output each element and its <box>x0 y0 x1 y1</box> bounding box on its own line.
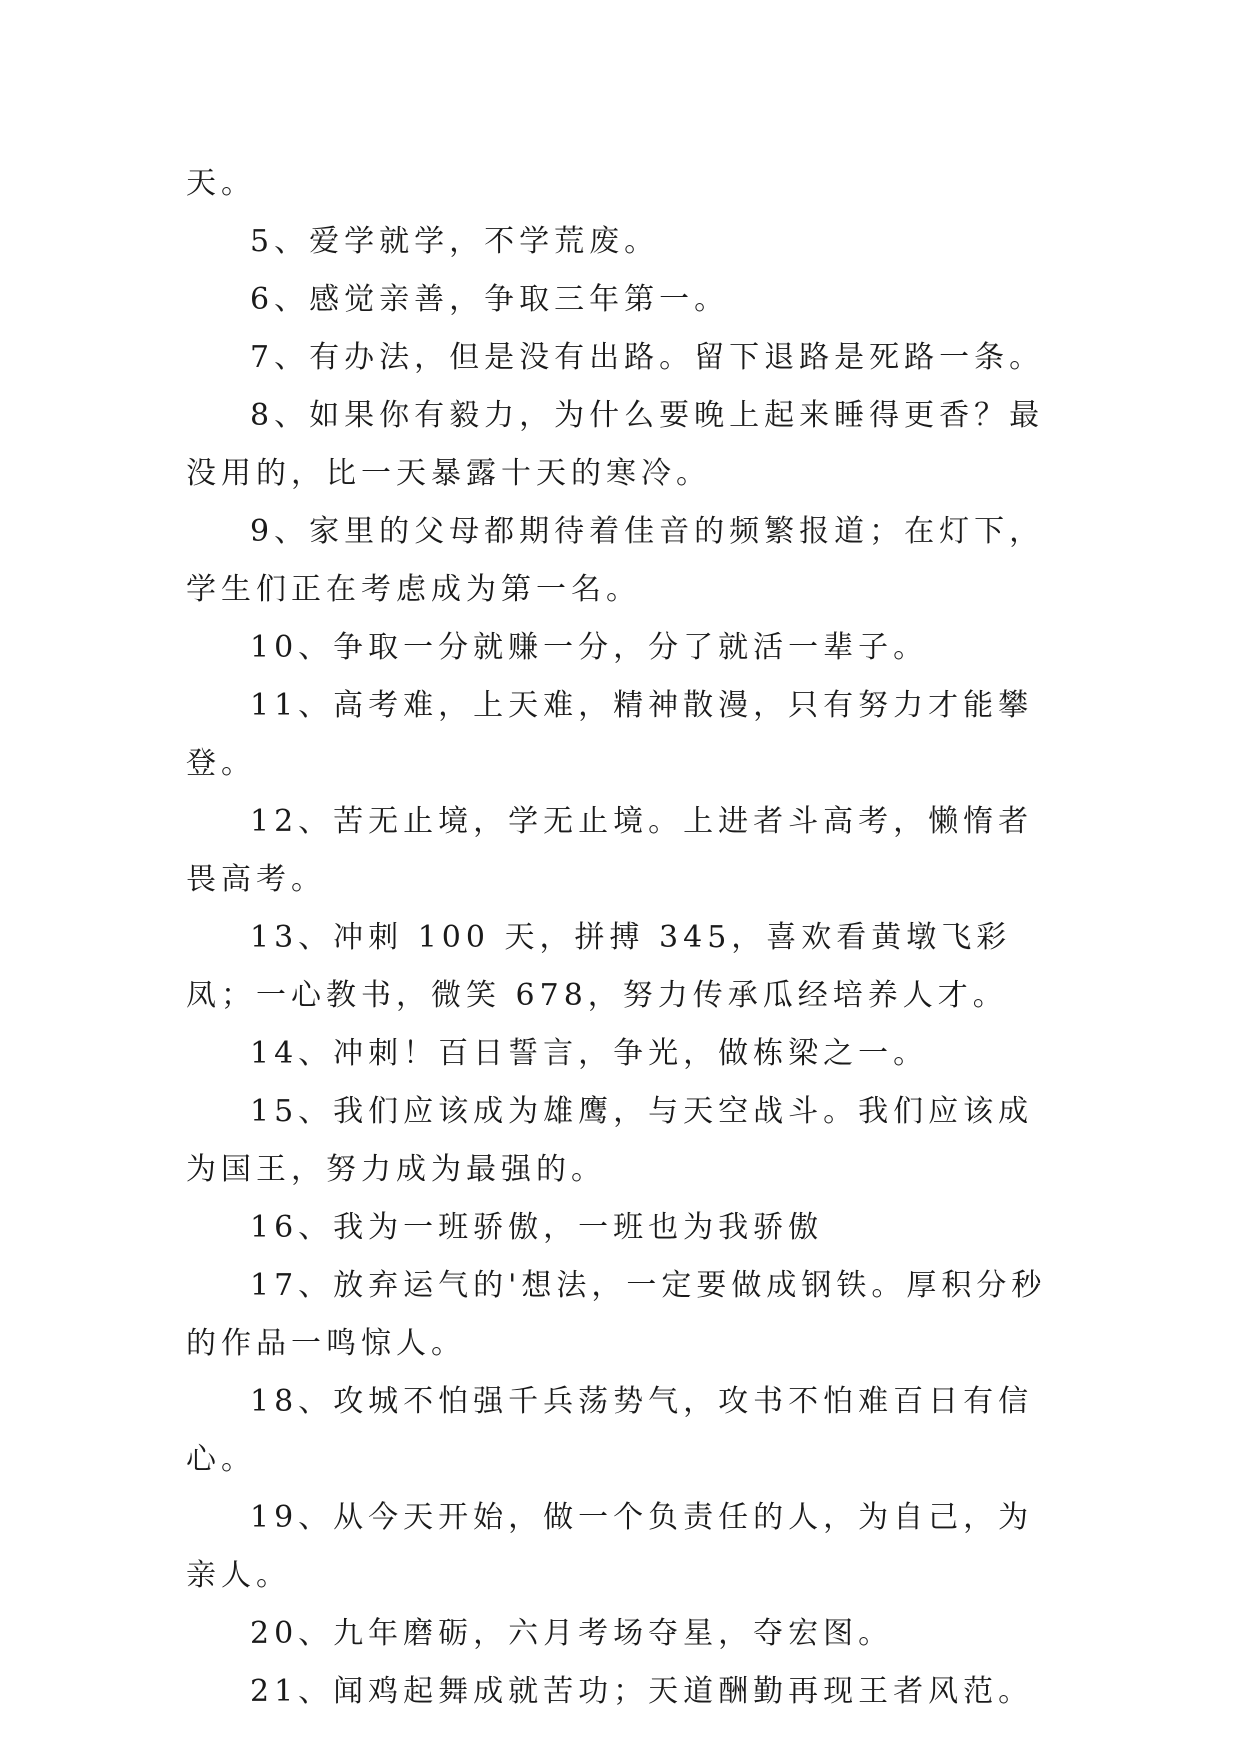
quote-13: 13、冲刺 100 天，拼搏 345，喜欢看黄墩飞彩凤；一心教书，微笑 678，努力传承瓜经培养人才。 <box>186 920 1012 1013</box>
quote-15: 15、我们应该成为雄鹰，与天空战斗。我们应该成为国王，努力成为最强的。 <box>186 1094 1034 1187</box>
quote-16: 16、我为一班骄傲，一班也为我骄傲 <box>250 1210 824 1245</box>
quote-9: 9、家里的父母都期待着佳音的频繁报道；在灯下，学生们正在考虑成为第一名。 <box>186 514 1045 607</box>
quote-8: 8、如果你有毅力，为什么要晚上起来睡得更香？最没用的，比一天暴露十天的寒冷。 <box>186 398 1045 491</box>
quote-10: 10、争取一分就赚一分，分了就活一辈子。 <box>250 630 929 665</box>
quote-7: 7、有办法，但是没有出路。留下退路是死路一条。 <box>250 340 1045 375</box>
paragraph-continuation: 天。 <box>186 166 256 201</box>
quote-18: 18、攻城不怕强千兵荡势气，攻书不怕难百日有信心。 <box>186 1384 1034 1477</box>
quote-21: 21、闻鸡起舞成就苦功；天道酬勤再现王者风范。 <box>250 1674 1034 1709</box>
document-body <box>186 155 1066 1721</box>
quote-17: 17、放弃运气的'想法，一定要做成钢铁。厚积分秒的作品一鸣惊人。 <box>186 1268 1047 1361</box>
quote-11: 11、高考难，上天难，精神散漫，只有努力才能攀登。 <box>186 688 1034 781</box>
quote-6: 6、感觉亲善，争取三年第一。 <box>250 282 730 317</box>
quote-12: 12、苦无止境，学无止境。上进者斗高考，懒惰者畏高考。 <box>186 804 1034 897</box>
quote-14: 14、冲刺！百日誓言，争光，做栋梁之一。 <box>250 1036 929 1071</box>
quote-20: 20、九年磨砺，六月考场夺星，夺宏图。 <box>250 1616 894 1651</box>
quote-5: 5、爱学就学，不学荒废。 <box>250 224 660 259</box>
quote-19: 19、从今天开始，做一个负责任的人，为自己，为亲人。 <box>186 1500 1034 1593</box>
